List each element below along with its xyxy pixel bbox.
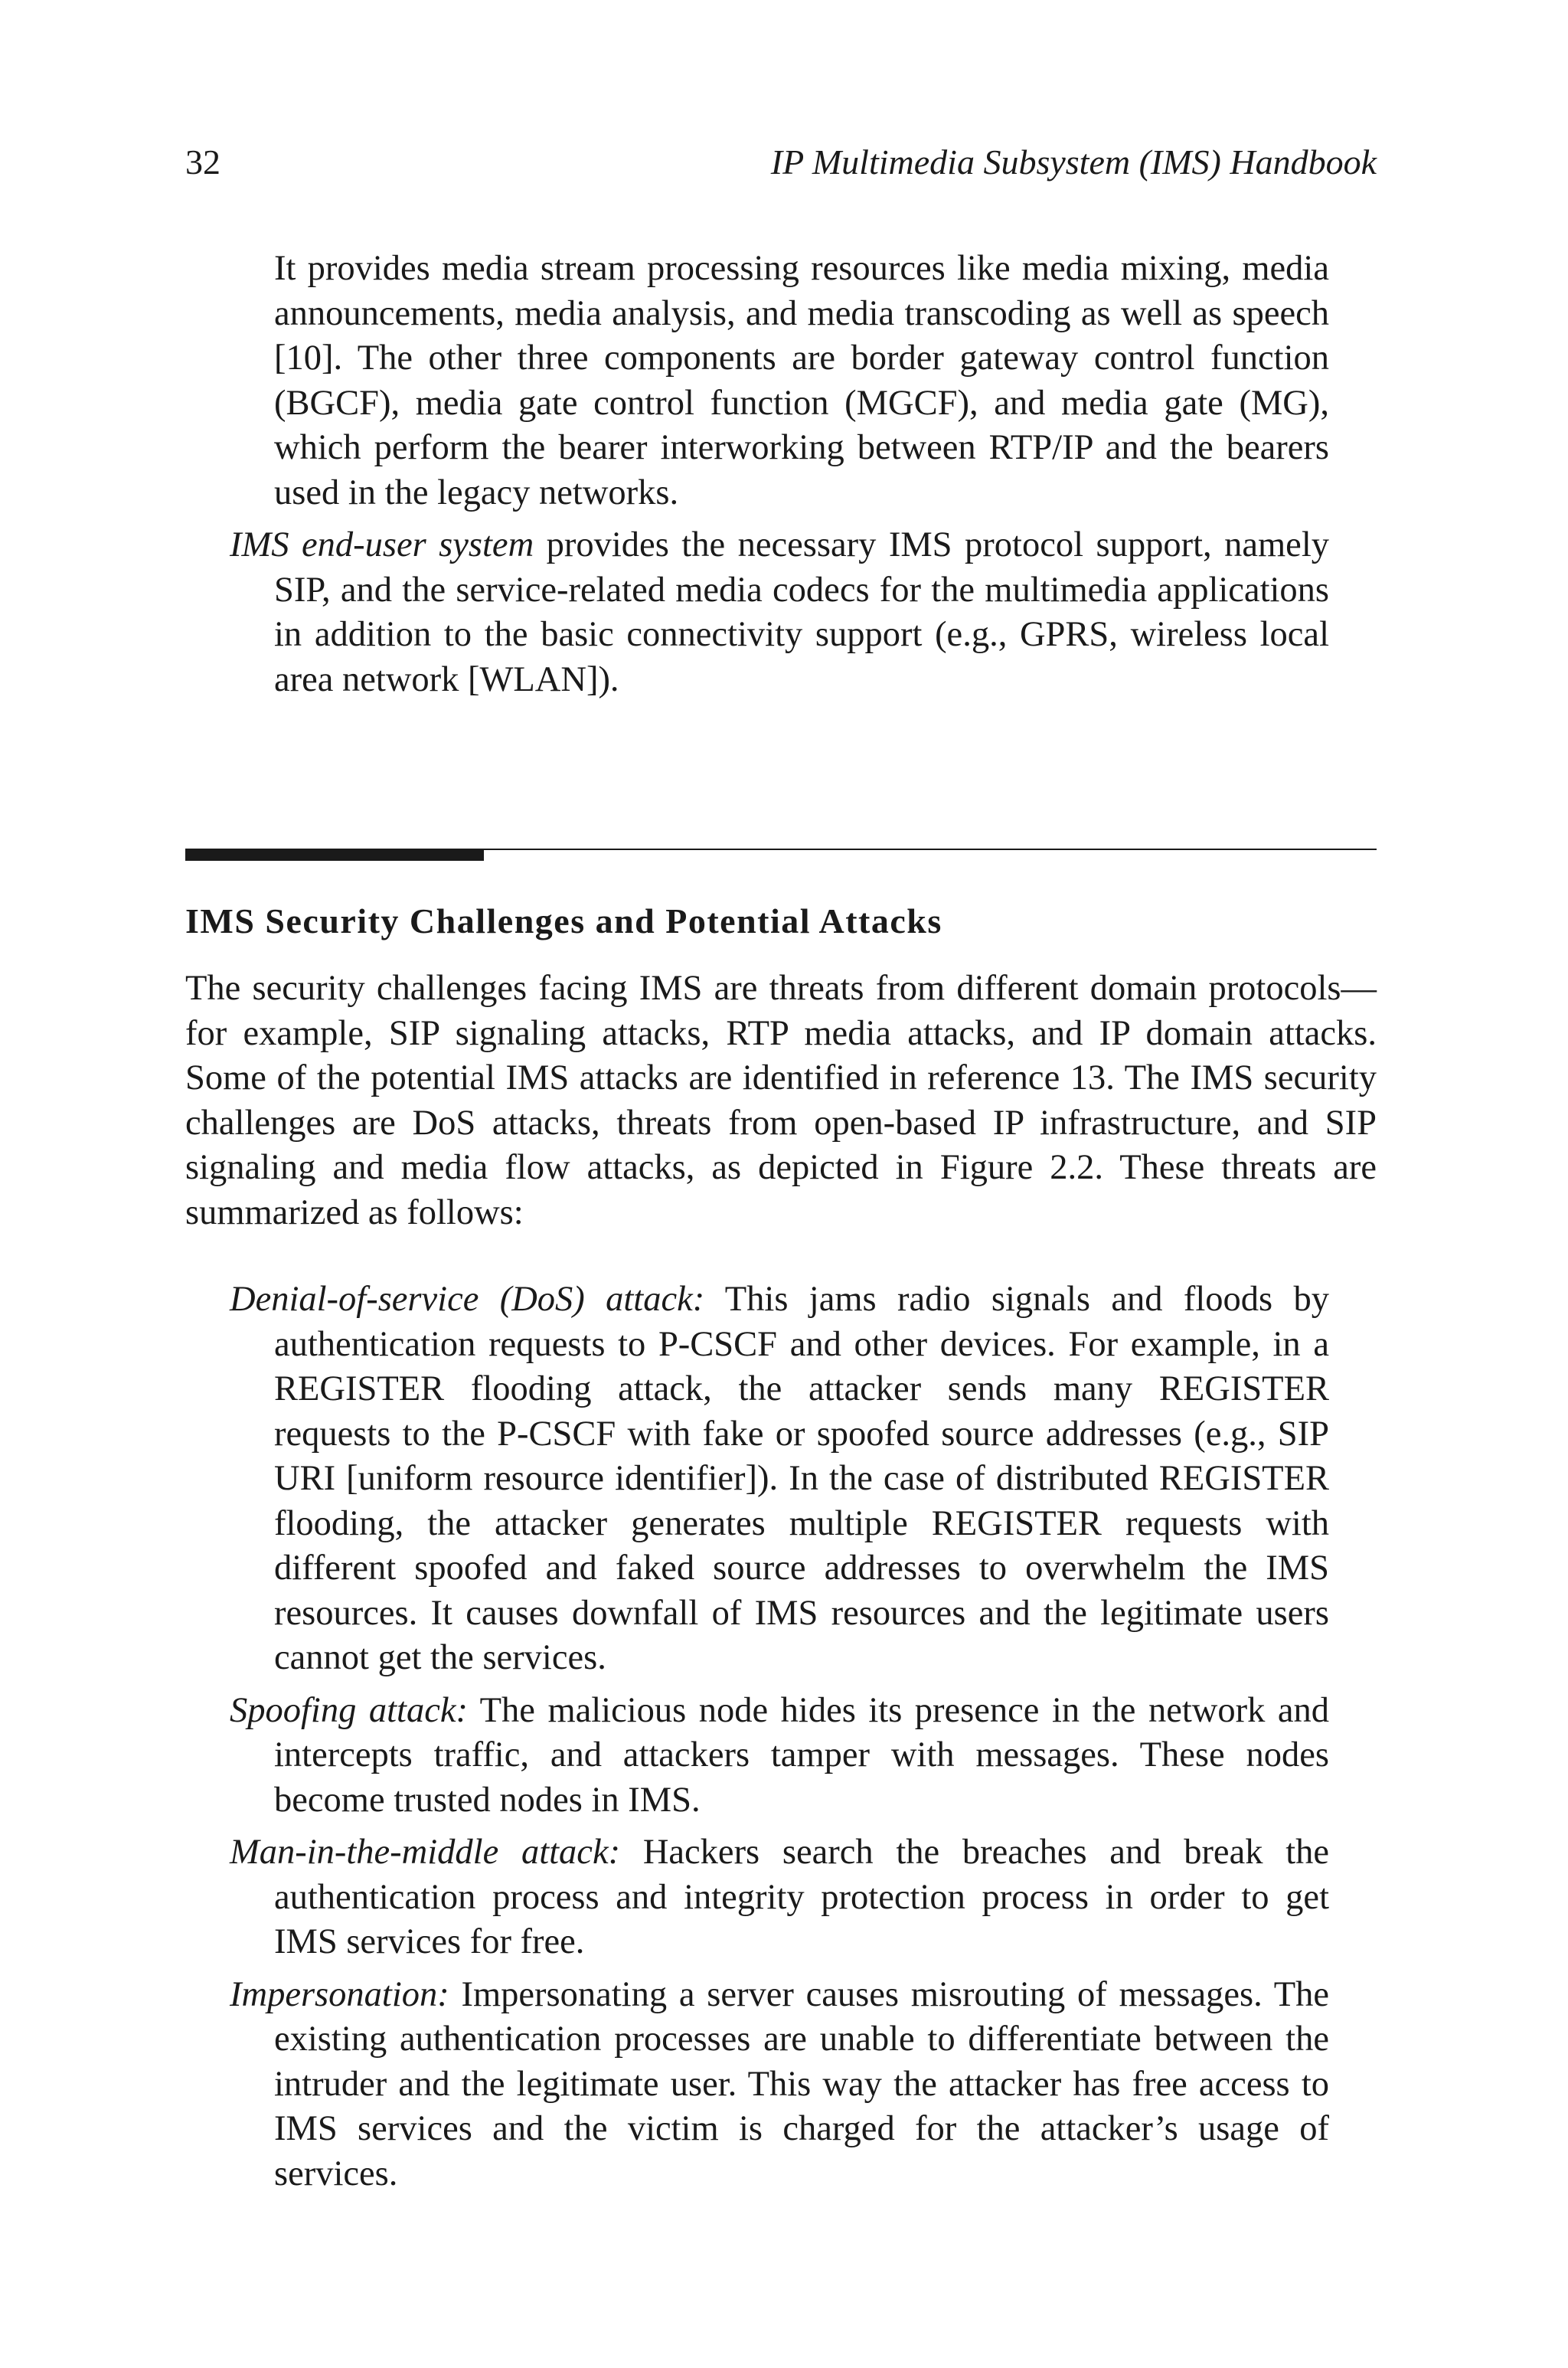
attack-description: The malicious node hides its presence in the network and intercepts traffic, and attackers tamper with messages. These nodes become trusted nodes in IMS. <box>274 1690 1329 1820</box>
continuation-paragraph: It provides media stream processing resources like media mixing, media announcements, media analysis, and media transcoding as well as speech [10]. The other three components are border gateway control function (BGCF), media gate control function (MGCF), and media gate (MG), which perform the bearer interworking between RTP/IP and the bearers used in the legacy networks. <box>274 249 1329 512</box>
attack-item-dos <box>230 1277 1329 1681</box>
definition-ims-end-user-system <box>230 523 1329 702</box>
attack-term: Spoofing attack: <box>230 1690 468 1730</box>
attack-term: Man-in-the-middle attack: <box>230 1833 621 1872</box>
attack-term: Denial-of-service (DoS) attack: <box>230 1280 705 1319</box>
section-body <box>185 966 1377 1235</box>
divider-thick-rule <box>185 849 484 861</box>
attack-description: Hackers search the breaches and break the authentication process and integrity protection process in order to get IMS services for free. <box>274 1833 1330 1961</box>
section-divider <box>185 849 1377 862</box>
section-intro-paragraph: The security challenges facing IMS are threats from different domain protocols—for example, SIP signaling attacks, RTP media attacks, and IP domain attacks. Some of the potential IMS attacks are identified in reference 13. The IMS security challenges are DoS attacks, threats from open-based IP infrastructure, and SIP signaling and media flow attacks, as depicted in Figure 2.2. These threats are summarized as follows: <box>185 969 1377 1232</box>
attack-description: Impersonating a server causes misrouting of messages. The existing authentication processes are unable to differentiate between the intruder and the legitimate user. This way the attacker has free access to IMS services and the victim is charged for the attacker’s usage of services. <box>274 1974 1329 2193</box>
attack-item-man-in-the-middle <box>230 1830 1329 1965</box>
attack-description: This jams radio signals and floods by authentication requests to P-CSCF and other devices. For example, in a REGISTER flooding attack, the attacker sends many REGISTER requests to the P-CSCF with fake or spoofed source addresses (e.g., SIP URI [uniform resource identifier]). In the case of distributed REGISTER flooding, the attacker generates multiple REGISTER requests with different spoofed and faked source addresses to overwhelm the IMS resources. It causes downfall of IMS resources and the legitimate users cannot get the services. <box>274 1280 1329 1677</box>
page-number: 32 <box>185 142 220 182</box>
book-title: IP Multimedia Subsystem (IMS) Handbook <box>770 142 1377 182</box>
attack-list <box>230 1277 1329 2196</box>
running-head <box>185 139 1377 185</box>
attack-item-impersonation <box>230 1973 1329 2197</box>
definition-term: IMS end-user system <box>230 525 534 564</box>
definition-text: provides the necessary IMS protocol support, namely SIP, and the service-related media codecs for the multimedia applications in addition to the basic connectivity support (e.g., GPRS, wireless local area network [WLAN]). <box>274 525 1329 699</box>
attack-term: Impersonation: <box>230 1974 449 2014</box>
section-heading: IMS Security Challenges and Potential Attacks <box>185 901 942 940</box>
attack-item-spoofing <box>230 1689 1329 1823</box>
top-definition-list <box>230 247 1329 702</box>
